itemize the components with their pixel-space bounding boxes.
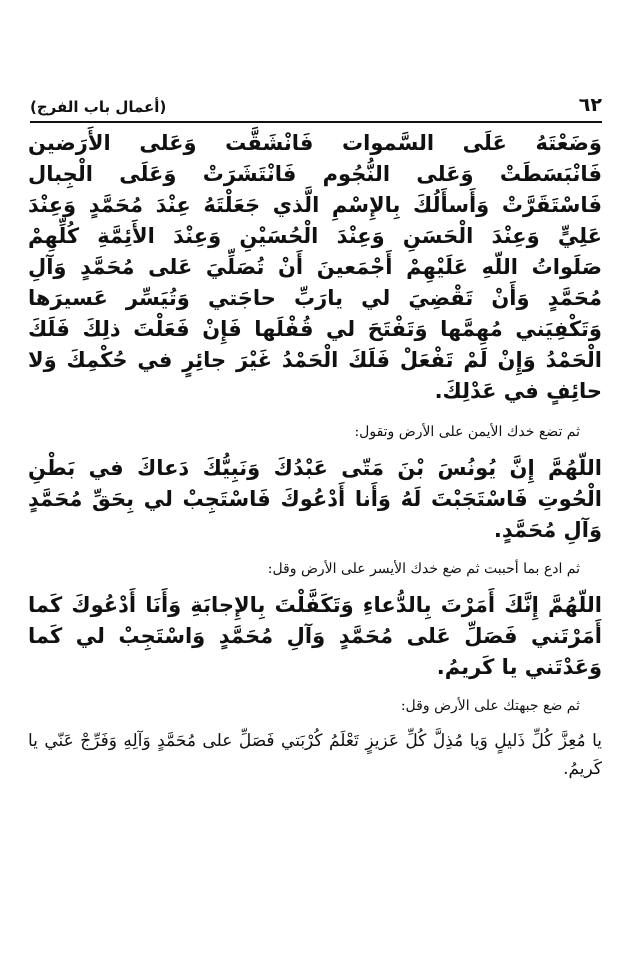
prayer-paragraph-2: اللّهُمَّ إِنَّ يُونُسَ بْنَ مَتّى عَبْدُكَ وَنَبِيُّكَ دَعاكَ في بَطْنِ الْحُوتِ فَاسْتَجَبْتَ لَهُ وَأَنا أَدْعُوكَ فَاسْتَجِبْ لي بِحَقِّ مُحَمَّدٍ وَآلِ مُحَمَّدٍ.	[28, 456, 602, 542]
instruction-2: ثم ادع بما أحببت ثم ضع خدك الأيسر على الأرض وقل:	[267, 561, 580, 577]
instruction-1: ثم تضع خدك الأيمن على الأرض وتقول:	[354, 424, 580, 440]
prayer-paragraph-3: اللّهُمَّ إِنَّكَ أَمَرْتَ بِالدُّعاءِ وَتَكَفَّلْتَ بِالإِجابَةِ وَأَنَا أَدْعُوكَ كَما أَمَرْتَني فَصَلِّ عَلى مُحَمَّدٍ وَآلِ مُحَمَّدٍ وَاسْتَجِبْ لي كَما وَعَدْتَني يا كَريمُ.	[28, 593, 602, 679]
page-header	[30, 90, 602, 116]
running-title: (أعمال باب الفرج)	[30, 98, 167, 116]
page-number: ٦٢	[578, 94, 602, 116]
prayer-paragraph-4: يا مُعِزَّ كُلِّ ذَليلٍ وَيا مُذِلَّ كُلِّ عَزيزٍ تَعْلَمُ كُرْبَتي فَصَلِّ على مُحَمَّدٍ وَآلِهِ وَفَرِّجْ عَنّي يا كَريمُ.	[28, 731, 602, 779]
prayer-paragraph-1: وَضَعْتَهُ عَلَى السَّموات فَانْشَقَّت وَعَلى الأَرَضين فَانْبَسَطَتْ وَعَلى النُّجُوم فَانْتَشَرَتْ وَعَلَى الْجِبال فَاسْتَقَرَّتْ وَأَسأَلُكَ بِالإِسْمِ الَّذي جَعَلْتَهُ عِنْدَ مُحَمَّدٍ وَعِنْدَ عَلِيٍّ وَعِنْدَ الْحَسَنِ وَعِنْدَ الْحُسَيْنِ وَعِنْدَ الأَئِمَّةِ كُلِّهِمْ صَلَواتُ اللّهِ عَلَيْهِمْ أَجْمَعينَ أَنْ تُصَلِّيَ عَلى مُحَمَّدٍ وَآلِ مُحَمَّدٍ وَأَنْ تَقْضِيَ لي يارَبِّ حاجَتي وَتُيَسِّر عَسيرَها وَتَكْفِيَني مُهِمَّها وَتَفْتَحَ لي قُفْلَها فَإِنْ فَعَلْتَ ذلِكَ فَلَكَ الْحَمْدُ وَإِنْ لَمْ تَفْعَلْ فَلَكَ الْحَمْدُ غَيْرَ جائِرٍ في حُكْمِكَ وَلا حائِفٍ في عَدْلِكَ.	[28, 131, 602, 403]
header-rule	[30, 121, 602, 123]
page-content	[28, 128, 602, 783]
instruction-3: ثم ضع جبهتك على الأرض وقل:	[400, 698, 580, 714]
